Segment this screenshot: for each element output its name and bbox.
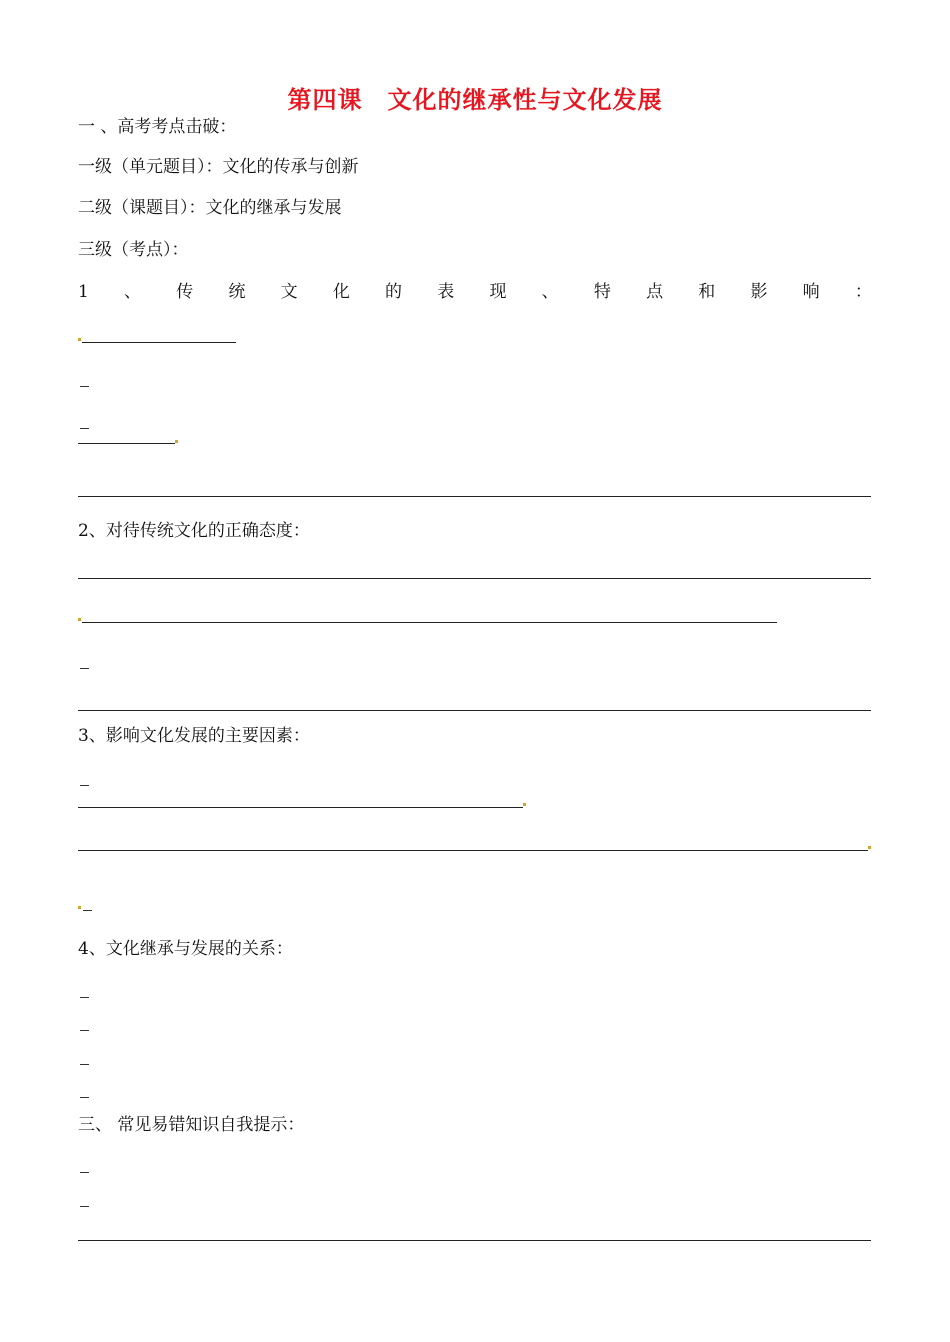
answer-dash[interactable] bbox=[80, 1206, 89, 1207]
marker-dot bbox=[78, 338, 81, 341]
marker-dot bbox=[175, 440, 178, 443]
marker-dot bbox=[78, 618, 81, 621]
answer-line[interactable] bbox=[78, 850, 868, 851]
answer-line[interactable] bbox=[82, 342, 236, 343]
marker-dot bbox=[78, 906, 81, 909]
marker-dot bbox=[523, 803, 526, 806]
q1-char: ： bbox=[854, 282, 872, 302]
marker-dot bbox=[868, 846, 871, 849]
q1-char: 传 bbox=[176, 282, 194, 302]
answer-line[interactable] bbox=[82, 622, 777, 623]
q1-char: 和 bbox=[698, 282, 716, 302]
answer-line[interactable] bbox=[78, 443, 175, 444]
q1-char: 文 bbox=[280, 282, 298, 302]
section-heading-3: 三、 常见易错知识自我提示： bbox=[78, 1115, 305, 1135]
answer-dash[interactable] bbox=[83, 910, 92, 911]
question-2: 2、对待传统文化的正确态度： bbox=[78, 521, 310, 541]
q1-char: 现 bbox=[489, 282, 507, 302]
q1-char: 的 bbox=[385, 282, 403, 302]
answer-dash[interactable] bbox=[80, 785, 89, 786]
level-one-line: 一级（单元题目）：文化的传承与创新 bbox=[78, 157, 359, 177]
answer-line[interactable] bbox=[78, 578, 871, 579]
page-title: 第四课 文化的继承性与文化发展 bbox=[287, 86, 663, 114]
answer-dash[interactable] bbox=[80, 997, 89, 998]
answer-line[interactable] bbox=[78, 1240, 871, 1241]
q1-char: 响 bbox=[802, 282, 820, 302]
level-three-line: 三级（考点）： bbox=[78, 240, 189, 260]
q1-char: 1 bbox=[78, 282, 89, 302]
q1-char: 化 bbox=[332, 282, 350, 302]
answer-dash[interactable] bbox=[80, 1097, 89, 1098]
q1-char: 特 bbox=[593, 282, 611, 302]
answer-line[interactable] bbox=[78, 807, 523, 808]
q1-char: 影 bbox=[750, 282, 768, 302]
answer-dash[interactable] bbox=[80, 386, 89, 387]
question-3: 3、影响文化发展的主要因素： bbox=[78, 726, 310, 746]
q1-char: 表 bbox=[437, 282, 455, 302]
answer-dash[interactable] bbox=[80, 428, 89, 429]
section-heading-1: 一 、高考考点击破： bbox=[78, 117, 237, 137]
answer-dash[interactable] bbox=[80, 1064, 89, 1065]
answer-dash[interactable] bbox=[80, 1172, 89, 1173]
answer-line[interactable] bbox=[78, 710, 871, 711]
answer-dash[interactable] bbox=[80, 1030, 89, 1031]
q1-char: 点 bbox=[646, 282, 664, 302]
answer-line[interactable] bbox=[78, 496, 871, 497]
level-two-line: 二级（课题目）：文化的继承与发展 bbox=[78, 198, 342, 218]
question-1 bbox=[78, 281, 872, 303]
question-4: 4、文化继承与发展的关系： bbox=[78, 939, 293, 959]
answer-dash[interactable] bbox=[80, 668, 89, 669]
q1-char: 、 bbox=[541, 282, 559, 302]
q1-char: 、 bbox=[124, 282, 142, 302]
q1-char: 统 bbox=[228, 282, 246, 302]
